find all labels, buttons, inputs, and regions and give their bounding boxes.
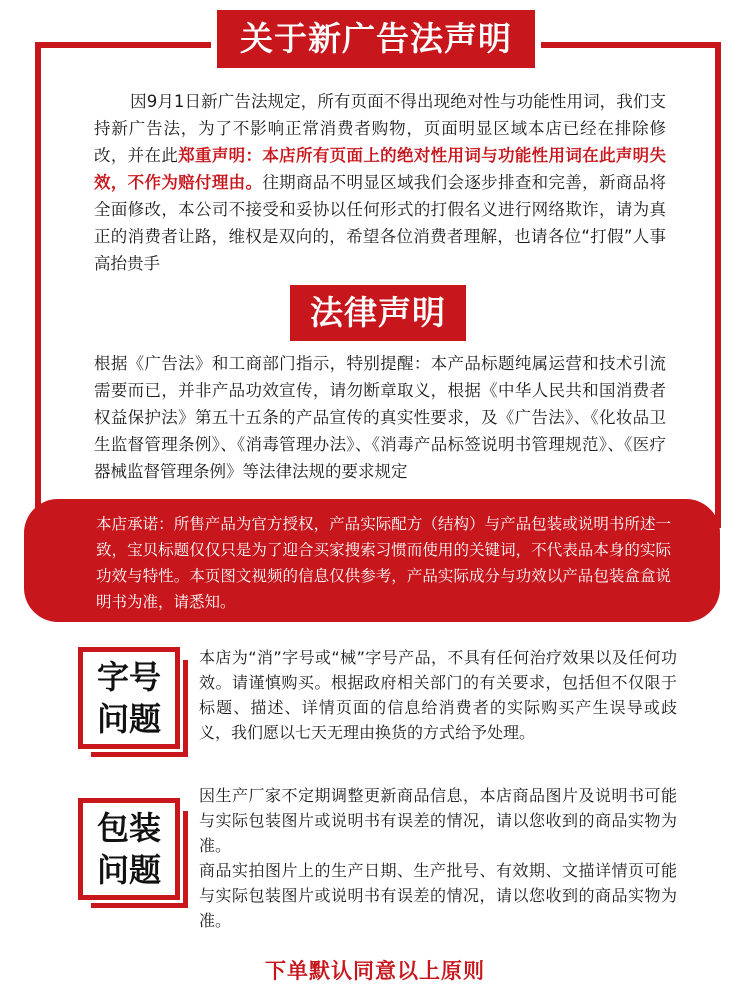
- font-issue-label: [78, 647, 180, 749]
- ad-law-statement: [94, 88, 666, 277]
- font-issue-label-line1: 字号: [96, 658, 161, 696]
- package-issue-label-line1: 包装: [96, 809, 161, 847]
- package-issue-text-1: 因生产厂家不定期调整更新商品信息，本店商品图片及说明书可能与实际包装图片或说明书有误差的情况，请以您收到的商品实物为准。: [199, 786, 677, 855]
- package-issue-text: [199, 783, 677, 933]
- font-issue-label-line2: 问题: [96, 700, 161, 738]
- package-issue-label-line2: 问题: [96, 851, 161, 889]
- font-issue-text: 本店为“消”字号或“械”字号产品，不具有任何治疗效果以及任何功效。请谨慎购买。根据政府相关部门的有关要求，包括但不仅限于标题、描述、详情页面的信息给消费者的实际购买产生误导或歧义，我们愿以七天无理由换货的方式给予处理。: [199, 648, 677, 742]
- section-title-legal: 法律声明: [290, 285, 466, 341]
- ad-law-text-intro: 因9月1日新广告法规定，所有页面不得出现绝对性与功能性用词，我们支持新广告法，为了不影响正常消费者购物，页面明显区域本店已经在排除修改，并在此: [94, 92, 666, 165]
- package-issue-label: [78, 798, 180, 900]
- ad-law-text-rest: 往期商品不明显区域我们会逐步排查和完善，新商品将全面修改，本公司不接受和妥协以任何形式的打假名义进行网络欺诈，请为真正的消费者让路，维权是双向的，希望各位消费者理解，也请各位“打假”人事高抬贵手: [94, 173, 667, 273]
- footer-agreement: 下单默认同意以上原则: [265, 959, 485, 983]
- store-promise-text: 本店承诺：所售产品为官方授权，产品实际配方（结构）与产品包装或说明书所述一致，宝贝标题仅仅只是为了迎合买家搜索习惯而使用的关键词，不代表品本身的实际功效与特性。本页图文视频的信息仅供参考，产品实际成分与功效以产品包装盒盒说明书为准，请悉知。: [96, 515, 671, 611]
- ad-law-text-highlight: 郑重声明：本店所有页面上的绝对性用词与功能性用词在此声明失效，不作为赔付理由。: [94, 146, 667, 192]
- section-title-ad-law: 关于新广告法声明: [217, 10, 535, 68]
- package-issue-text-2: 商品实拍图片上的生产日期、生产批号、有效期、文描详情页可能与实际包装图片或说明书有误差的情况，请以您收到的商品实物为准。: [199, 861, 677, 930]
- legal-statement: 根据《广告法》和工商部门指示，特别提醒：本产品标题纯属运营和技术引流需要而已，并非产品功效宣传，请勿断章取义，根据《中华人民共和国消费者权益保护法》第五十五条的产品宣传的真实性要求，及《广告法》、《化妆品卫生监督管理条例》、《消毒管理办法》、《消毒产品标签说明书管理规范》、《医疗器械监督管理条例》等法律法规的要求规定: [94, 354, 666, 481]
